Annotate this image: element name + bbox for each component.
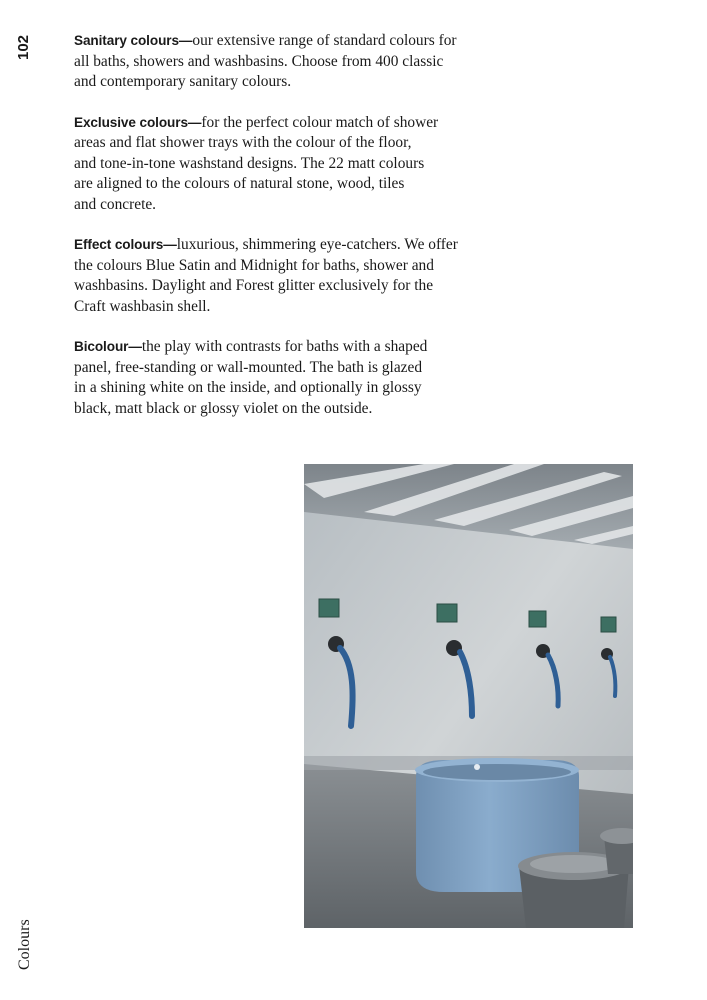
paragraph-heading: Bicolour— — [74, 339, 142, 354]
paragraph-exclusive-colours — [74, 113, 504, 216]
section-label: Colours — [16, 919, 33, 970]
paragraph-body: for the perfect colour match of shower areas and flat shower trays with the colour of the floor, and tone-in-tone washstand designs. The 22 matt colours are aligned to the colours of natural stone, wood, tiles and concrete. — [74, 113, 439, 213]
paragraph-sanitary-colours — [74, 31, 504, 93]
paragraph-body: luxurious, shimmering eye-catchers. We offer the colours Blue Satin and Midnight for baths, shower and washbasins. Daylight and Forest glitter exclusively for the Craft washbasin shell. — [74, 236, 458, 315]
text-column — [74, 31, 504, 439]
paragraph-effect-colours — [74, 235, 504, 317]
paragraph-heading: Effect colours— — [74, 237, 177, 252]
paragraph-body: our extensive range of standard colours for all baths, showers and washbasins. Choose from 400 classic and contemporary sanitary colours. — [74, 32, 457, 90]
paragraph-heading: Sanitary colours— — [74, 33, 193, 48]
paragraph-bicolour — [74, 337, 504, 419]
page-number: 102 — [15, 34, 32, 60]
paragraph-body: the play with contrasts for baths with a shaped panel, free-standing or wall-mounted. The bath is glazed in a shining white on the inside, and optionally in glossy black, matt black or glossy violet on the outside. — [74, 338, 428, 417]
paragraph-heading: Exclusive colours— — [74, 114, 202, 130]
bathroom-photo — [304, 464, 633, 928]
bathroom-illustration — [304, 464, 633, 928]
